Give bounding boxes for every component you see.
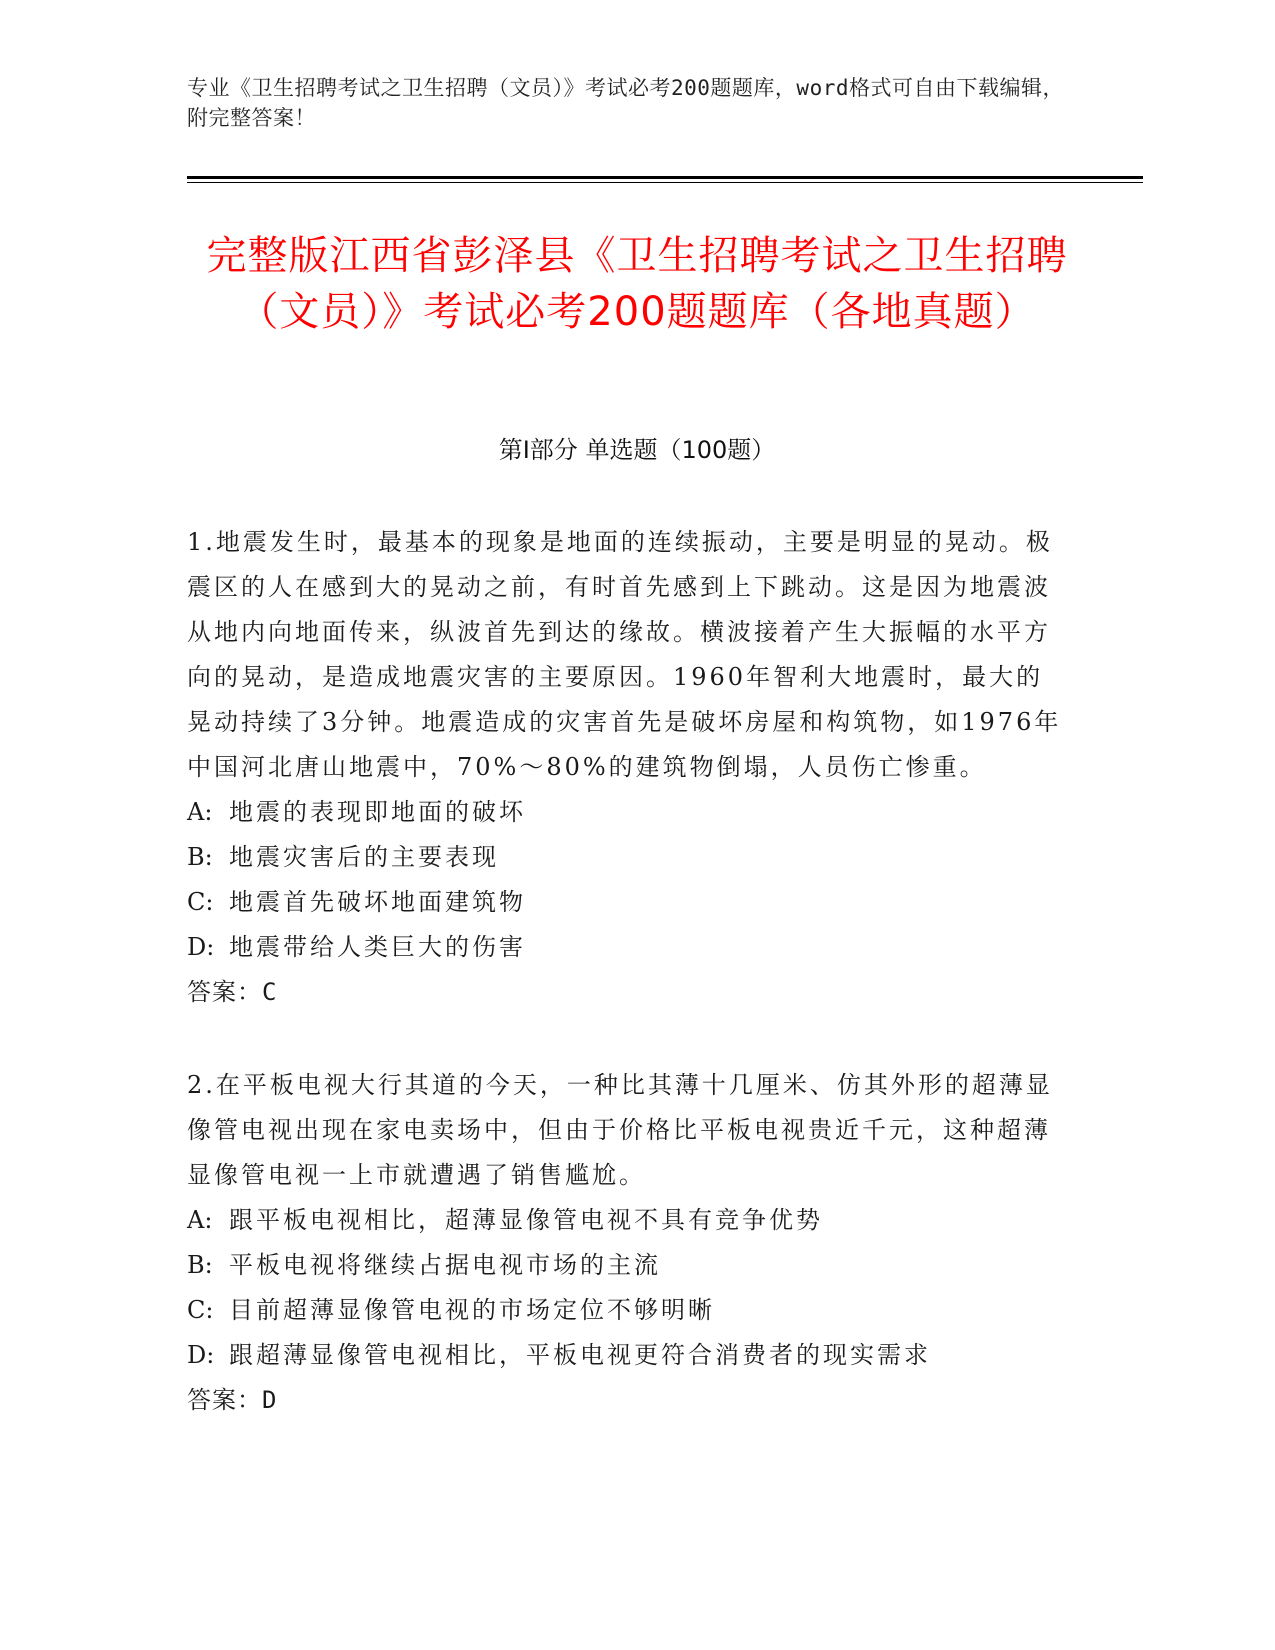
option-letter: B: bbox=[187, 843, 213, 871]
option-letter: A: bbox=[187, 798, 213, 826]
question-stem: 1.地震发生时，最基本的现象是地面的连续振动，主要是明显的晃动。极震区的人在感到大的晃动之前，有时首先感到上下跳动。这是因为地震波从地内向地面传来，纵波首先到达的缘故。横波接着产生大振幅的水平方向的晃动，是造成地震灾害的主要原因。1960年智利大地震时，最大的晃动持续了3分钟。地震造成的灾害首先是破坏房屋和构筑物，如1976年中国河北唐山地震中，70%～80%的建筑物倒塌，人员伤亡惨重。 bbox=[187, 528, 1062, 781]
option-text: 地震的表现即地面的破坏 bbox=[229, 798, 526, 826]
answer-label: 答案： bbox=[187, 1386, 262, 1414]
option-letter: D: bbox=[187, 933, 215, 961]
question-list bbox=[187, 520, 1067, 1471]
option-text: 跟平板电视相比，超薄显像管电视不具有竞争优势 bbox=[229, 1206, 823, 1234]
option-letter: C: bbox=[187, 888, 214, 916]
option-a bbox=[187, 1198, 1067, 1243]
question-1 bbox=[187, 520, 1067, 1015]
answer-label: 答案： bbox=[187, 978, 262, 1006]
header-note: 专业《卫生招聘考试之卫生招聘（文员）》考试必考200题题库，word格式可自由下载编辑，附完整答案！ bbox=[187, 76, 1064, 130]
option-letter: C: bbox=[187, 1296, 214, 1324]
option-text: 地震带给人类巨大的伤害 bbox=[229, 933, 526, 961]
option-b bbox=[187, 835, 1067, 880]
option-c bbox=[187, 880, 1067, 925]
question-stem: 2.在平板电视大行其道的今天，一种比其薄十几厘米、仿其外形的超薄显像管电视出现在家电卖场中，但由于价格比平板电视贵近千元，这种超薄显像管电视一上市就遭遇了销售尴尬。 bbox=[187, 1071, 1053, 1189]
option-letter: D: bbox=[187, 1341, 215, 1369]
question-2 bbox=[187, 1063, 1067, 1423]
option-text: 目前超薄显像管电视的市场定位不够明晰 bbox=[229, 1296, 715, 1324]
option-c bbox=[187, 1288, 1067, 1333]
header-divider-thick bbox=[187, 176, 1143, 179]
option-text: 跟超薄显像管电视相比，平板电视更符合消费者的现实需求 bbox=[229, 1341, 931, 1369]
option-a bbox=[187, 790, 1067, 835]
option-letter: A: bbox=[187, 1206, 213, 1234]
option-text: 地震灾害后的主要表现 bbox=[229, 843, 499, 871]
answer-line bbox=[187, 1378, 1067, 1423]
option-b bbox=[187, 1243, 1067, 1288]
option-d bbox=[187, 1333, 1067, 1378]
document-title: 完整版江西省彭泽县《卫生招聘考试之卫生招聘（文员）》考试必考200题题库（各地真题） bbox=[206, 233, 1068, 335]
answer-value: C bbox=[262, 978, 278, 1006]
option-text: 地震首先破坏地面建筑物 bbox=[229, 888, 526, 916]
section-heading: 第Ⅰ部分 单选题（100题） bbox=[498, 436, 776, 464]
answer-value: D bbox=[262, 1386, 278, 1414]
answer-line bbox=[187, 970, 1067, 1015]
header-divider-thin bbox=[187, 182, 1143, 183]
option-letter: B: bbox=[187, 1251, 213, 1279]
option-d bbox=[187, 925, 1067, 970]
option-text: 平板电视将继续占据电视市场的主流 bbox=[229, 1251, 661, 1279]
